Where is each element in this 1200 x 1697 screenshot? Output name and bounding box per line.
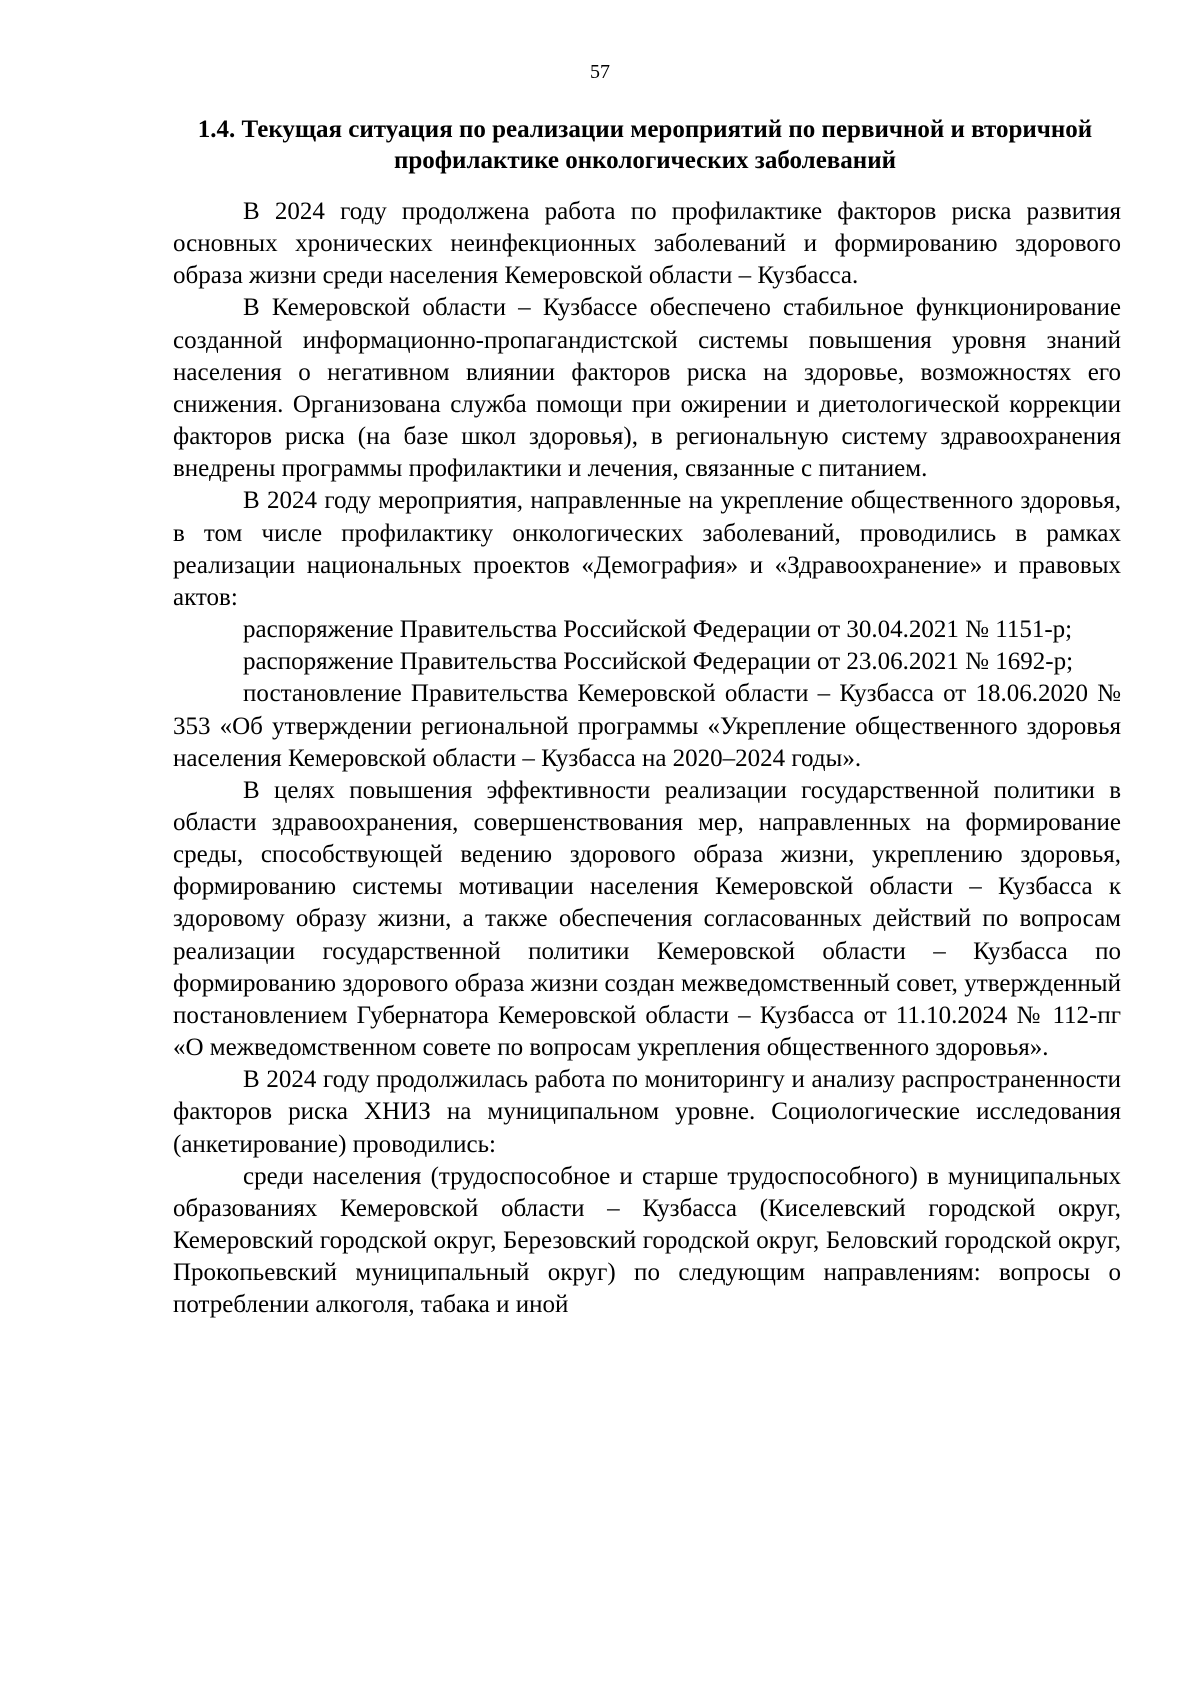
paragraph-risk-factors-work: В 2024 году продолжена работа по профилактике факторов риска развития основных хронических неинфекционных заболеваний и формированию здорового образа жизни среди населения Кемеровской области – Кузбасса. (173, 198, 1121, 290)
legal-act-order-1692: распоряжение Правительства Российской Федерации от 23.06.2021 № 1692-р; (243, 648, 1074, 676)
document-body (173, 196, 1121, 1321)
section-heading: 1.4. Текущая ситуация по реализации мероприятий по первичной и вторичной профилактике онкологических заболеваний (197, 116, 1093, 174)
paragraph-interdepartmental-council: В целях повышения эффективности реализации государственной политики в области здравоохранения, совершенствования мер, направленных на формирование среды, способствующей ведению здорового образа жизни, укреплению здоровья, формированию системы мотивации населения Кемеровской области – Кузбасса к здоровому образу жизни, а также обеспечения согласованных действий по вопросам реализации государственной политики Кемеровской области – Кузбасса по формированию здорового образа жизни создан межведомственный совет, утвержденный постановлением Губернатора Кемеровской области – Кузбасса от 11.10.2024 № 112-пг «О межведомственном совете по вопросам укрепления общественного здоровья». (173, 776, 1121, 1062)
legal-act-resolution-353: постановление Правительства Кемеровской области – Кузбасса от 18.06.2020 № 353 «Об утверждении региональной программы «Укрепление общественного здоровья населения Кемеровской области – Кузбасса на 2020–2024 годы». (173, 680, 1121, 772)
paragraph-survey-population: среди населения (трудоспособное и старше трудоспособного) в муниципальных образованиях Кемеровской области – Кузбасса (Киселевский городской округ, Кемеровский городской округ, Березовский городской округ, Беловский городской округ, Прокопьевский муниципальный округ) по следующим направлениям: вопросы о потреблении алкоголя, табака и иной (173, 1162, 1121, 1319)
paragraph-information-system: В Кемеровской области – Кузбассе обеспечено стабильное функционирование созданной информационно-пропагандистской системы повышения уровня знаний населения о негативном влиянии факторов риска на здоровье, возможностях его снижения. Организована служба помощи при ожирении и диетологической коррекции факторов риска (на базе школ здоровья), в региональную систему здравоохранения внедрены программы профилактики и лечения, связанные с питанием. (173, 294, 1121, 483)
legal-act-order-1151: распоряжение Правительства Российской Федерации от 30.04.2021 № 1151-р; (243, 616, 1073, 644)
paragraph-national-projects: В 2024 году мероприятия, направленные на укрепление общественного здоровья, в том числе профилактику онкологических заболеваний, проводились в рамках реализации национальных проектов «Демография» и «Здравоохранение» и правовых актов: (173, 487, 1121, 611)
page-number: 57 (590, 61, 610, 83)
paragraph-monitoring: В 2024 году продолжилась работа по мониторингу и анализу распространенности факторов риска ХНИЗ на муниципальном уровне. Социологические исследования (анкетирование) проводились: (173, 1066, 1121, 1158)
